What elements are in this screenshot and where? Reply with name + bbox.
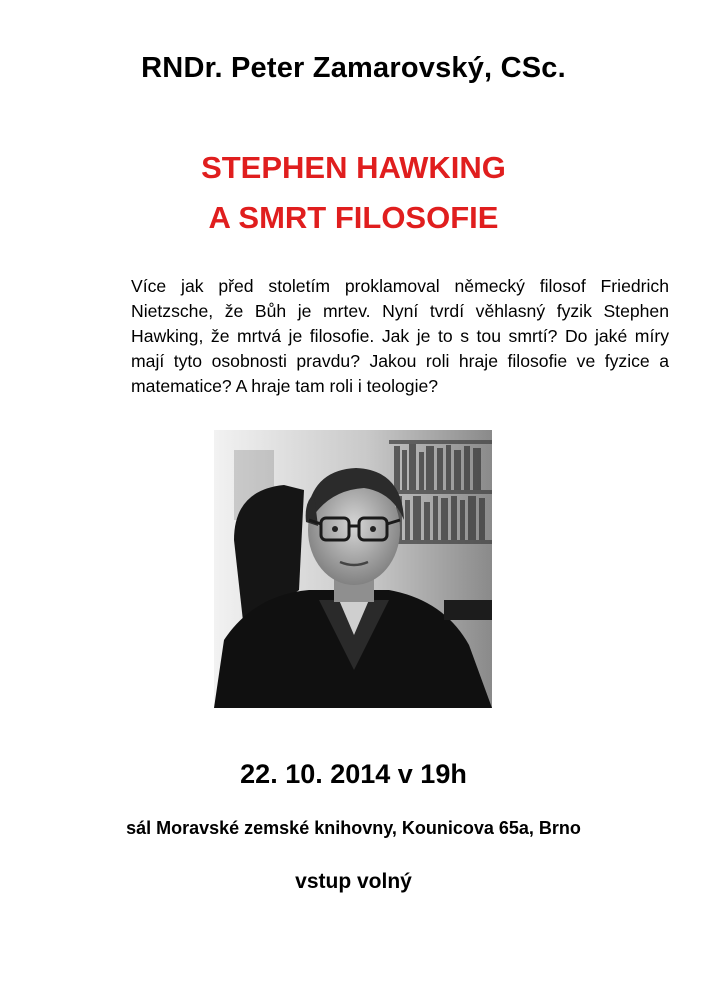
title-line-1: STEPHEN HAWKING — [201, 150, 506, 185]
event-date: 22. 10. 2014 v 19h — [240, 759, 467, 789]
speaker-name: RNDr. Peter Zamarovský, CSc. — [141, 52, 566, 84]
entry-info: vstup volný — [295, 870, 412, 893]
event-venue: sál Moravské zemské knihovny, Kounicova 65a, Brno — [126, 818, 581, 838]
intro-paragraph: Více jak před stoletím proklamoval německý filosof Friedrich Nietzsche, že Bůh je mrtev. Nyní tvrdí věhlasný fyzik Stephen Hawking, že mrtvá je filosofie. Jak je to s tou smrtí? Do jaké míry mají tyto osobnosti pravdu? Jakou roli hraje filosofie ve fyzice a matematice? A hraje tam roli i teologie? — [131, 276, 669, 396]
title-line-2: A SMRT FILOSOFIE — [208, 200, 499, 235]
event-title — [0, 143, 707, 243]
portrait-illustration — [214, 430, 492, 708]
portrait-photo — [214, 430, 492, 708]
